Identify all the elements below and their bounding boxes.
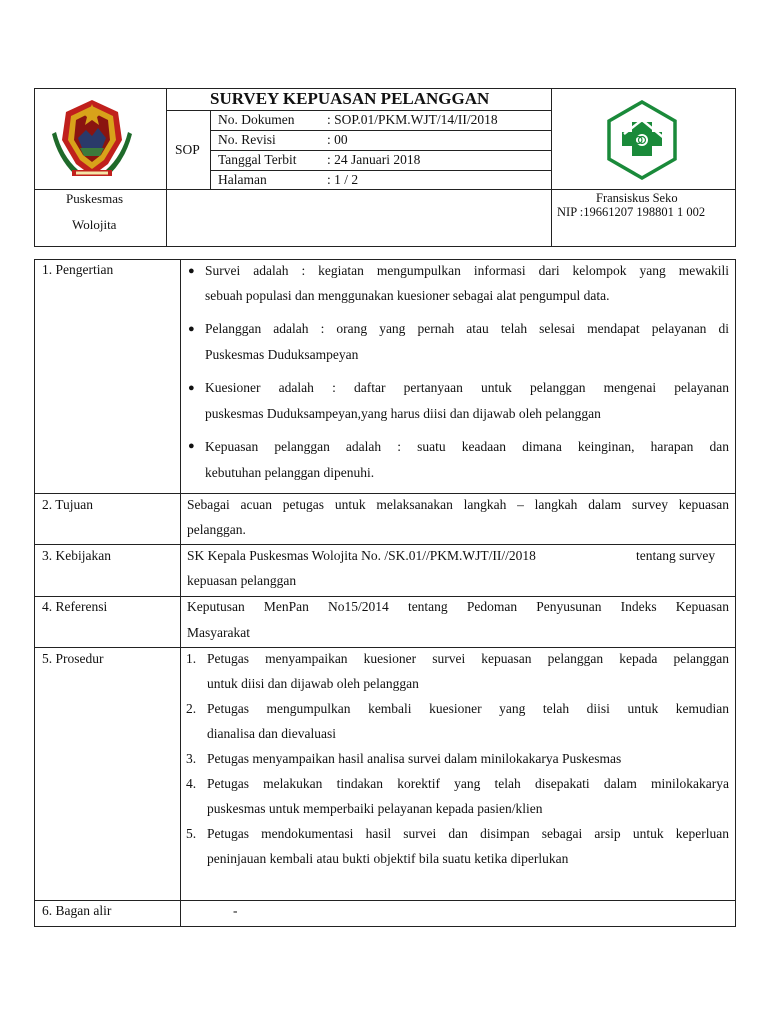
tujuan-line: pelanggan. [187,522,246,537]
step-line: Petugas menyampaikan hasil analisa survei dalam minilokakarya Puskesmas [207,751,622,766]
org-name-line1: Puskesmas [66,191,124,206]
definition-line: Kepuasan pelanggan adalah : suatu keadaan dimana keinginan, harapan dan [205,439,729,454]
kebijakan-line: SK Kepala Puskesmas Wolojita No. /SK.01//PKM.WJT/II//2018 [187,548,536,563]
section-label-prosedur: 5. Prosedur [42,651,104,666]
section-label-pengertian: 1. Pengertian [42,262,114,277]
step-line: puskesmas untuk memperbaiki pelayanan kepada pasien/klien [207,801,543,816]
org-name-line2: Wolojita [72,217,117,232]
step-line: Petugas melakukan tindakan korektif yang telah disepakati dalam minilokakarya [207,776,729,791]
issue-date-value: : 24 Januari 2018 [327,152,421,167]
step-line: dianalisa dan dievaluasi [207,726,336,741]
definition-line: Puskesmas Duduksampeyan [205,347,359,362]
step-line: Petugas menyampaikan kuesioner survei kepuasan pelanggan kepada pelanggan [207,651,729,666]
document-title: SURVEY KEPUASAN PELANGGAN [210,89,490,108]
definition-line: sebuah populasi dan menggunakan kuesioner sebagai alat pengumpul data. [205,288,610,303]
revision-value: : 00 [327,132,348,147]
step-line: Petugas mengumpulkan kembali kuesioner yang telah diisi untuk kemudian [207,701,729,716]
definition-line: Survei adalah : kegiatan mengumpulkan informasi dari kelompok yang mewakili [205,263,729,278]
revision-label: No. Revisi [218,132,276,147]
regency-emblem [52,98,132,180]
referensi-line: Keputusan MenPan No15/2014 tentang Pedoman Penyusunan Indeks Kepuasan [187,599,729,614]
step-number: 1. [186,651,197,666]
tujuan-line: Sebagai acuan petugas untuk melaksanakan langkah – langkah dalam survey kepuasan [187,497,729,512]
definition-line: Kuesioner adalah : daftar pertanyaan untuk pelanggan mengenai pelayanan [205,380,729,395]
referensi-line: Masyarakat [187,625,250,640]
page-value: : 1 / 2 [327,172,359,187]
step-number: 5. [186,826,197,841]
signer-nip: NIP :19661207 198801 1 002 [557,205,706,219]
sop-label: SOP [175,142,200,157]
section-label-kebijakan: 3. Kebijakan [42,548,111,563]
page-label: Halaman [218,172,267,187]
step-number: 4. [186,776,197,791]
step-number: 3. [186,751,197,766]
doc-number-value: : SOP.01/PKM.WJT/14/II/2018 [327,112,498,127]
step-line: untuk diisi dan dijawab oleh pelanggan [207,676,419,691]
section-label-bagan-alir: 6. Bagan alir [42,903,112,918]
doc-number-label: No. Dokumen [218,112,295,127]
definition-line: puskesmas Duduksampeyan,yang harus diisi dan dijawab oleh pelanggan [205,406,601,421]
step-line: peninjauan kembali atau bukti objektif bila suatu ketika diperlukan [207,851,569,866]
signer-name: Fransiskus Seko [596,191,678,205]
kebijakan-line: tentang survey [636,548,716,563]
section-label-tujuan: 2. Tujuan [42,497,94,512]
issue-date-label: Tanggal Terbit [218,152,297,167]
puskesmas-logo [602,100,682,180]
bagan-alir-value: - [233,903,238,918]
step-number: 2. [186,701,197,716]
section-label-referensi: 4. Referensi [42,599,108,614]
step-line: Petugas mendokumentasi hasil survei dan disimpan sebagai arsip untuk keperluan [207,826,729,841]
definition-line: kebutuhan pelanggan dipenuhi. [205,465,375,480]
definition-line: Pelanggan adalah : orang yang pernah atau telah selesai mendapat pelayanan di [205,321,729,336]
kebijakan-line: kepuasan pelanggan [187,573,297,588]
